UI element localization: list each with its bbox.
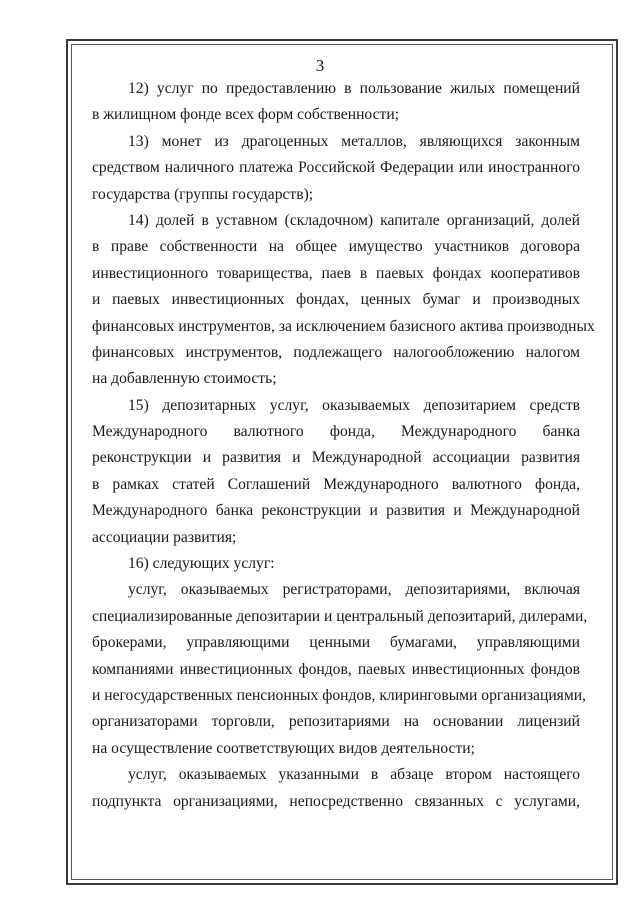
paragraph-item-15 bbox=[92, 393, 580, 551]
paragraph-item-16-b bbox=[92, 762, 580, 815]
text-line: 13) монет из драгоценных металлов, являющихся законным bbox=[128, 132, 580, 150]
text-line: на добавленную стоимость; bbox=[92, 370, 277, 388]
text-line: услуг, оказываемых регистраторами, депозитариями, включая bbox=[128, 581, 580, 599]
text-line: в праве собственности на общее имущество участников договора bbox=[92, 238, 580, 256]
text-line: инвестиционного товарищества, паев в паевых фондах кооперативов bbox=[92, 264, 580, 282]
text-line: услуг, оказываемых указанными в абзаце втором настоящего bbox=[128, 766, 580, 784]
paragraph-item-13 bbox=[92, 129, 580, 208]
text-line: 12) услуг по предоставлению в пользование жилых помещений bbox=[128, 80, 580, 97]
text-line: реконструкции и развития и Международной ассоциации развития bbox=[92, 449, 580, 467]
page-number: 3 bbox=[315, 56, 325, 75]
text-line: и паевых инвестиционных фондах, ценных бумаг и производных bbox=[92, 291, 580, 309]
text-line: в рамках статей Соглашений Международного валютного фонда, bbox=[92, 475, 580, 493]
paragraph-item-12 bbox=[92, 76, 580, 129]
text-line: подпункта организациями, непосредственно связанных с услугами, bbox=[92, 792, 580, 810]
text-line: 16) следующих услуг: bbox=[128, 555, 275, 573]
text-line: средством наличного платежа Российской Федерации или иностранного bbox=[92, 159, 580, 177]
document-body bbox=[92, 76, 595, 815]
text-line: государства (группы государств); bbox=[92, 185, 314, 203]
text-line: Международного банка реконструкции и развития и Международной bbox=[92, 502, 580, 520]
text-line: и негосударственных пенсионных фондов, клиринговыми организациями, bbox=[92, 686, 586, 704]
text-line: в жилищном фонде всех форм собственности; bbox=[92, 106, 400, 124]
text-line: специализированные депозитарии и центральный депозитарий, дилерами, bbox=[92, 607, 588, 625]
text-line: 15) депозитарных услуг, оказываемых депозитарием средств bbox=[128, 396, 580, 414]
paragraph-item-16 bbox=[92, 551, 580, 577]
text-line: ассоциации развития; bbox=[92, 528, 237, 546]
text-line: 14) долей в уставном (складочном) капитале организаций, долей bbox=[128, 211, 580, 229]
text-line: организаторами торговли, репозитариями на основании лицензий bbox=[92, 713, 580, 731]
text-line: финансовых инструментов, подлежащего налогообложению налогом bbox=[92, 343, 580, 361]
text-line: Международного валютного фонда, Международного банка bbox=[92, 423, 580, 441]
text-line: компаниями инвестиционных фондов, паевых инвестиционных фондов bbox=[92, 660, 580, 678]
text-line: на осуществление соответствующих видов деятельности; bbox=[92, 739, 475, 757]
text-line: финансовых инструментов, за исключением базисного актива производных bbox=[92, 317, 595, 335]
paragraph-item-16-a bbox=[92, 577, 588, 762]
text-line: брокерами, управляющими ценными бумагами, управляющими bbox=[92, 634, 580, 652]
paragraph-item-14 bbox=[92, 208, 595, 393]
